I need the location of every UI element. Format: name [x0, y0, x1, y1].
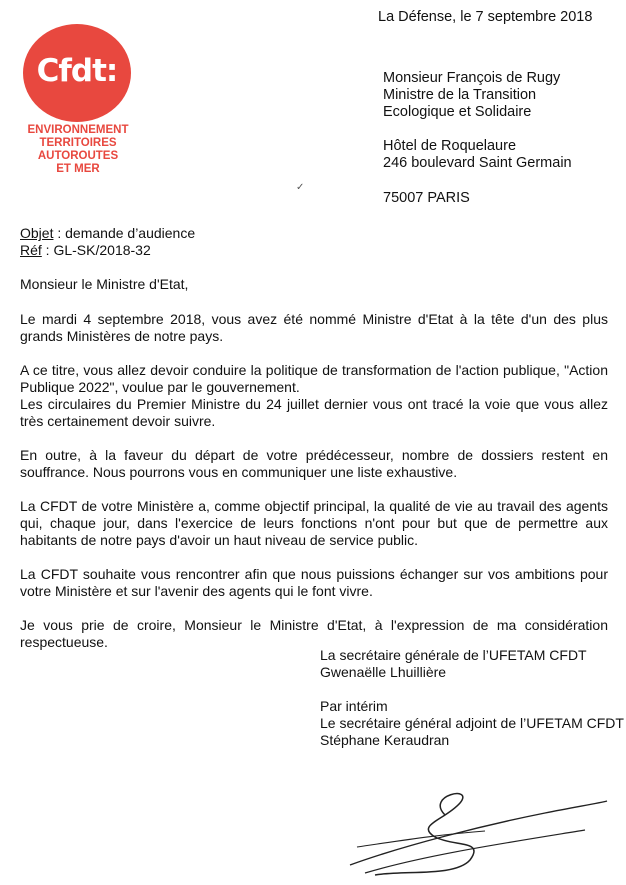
- paragraph: Les circulaires du Premier Ministre du 24 juillet dernier vous ont tracé la voie que vous allez très certainement devoir suivre.: [20, 396, 608, 429]
- closing-paragraph: Je vous prie de croire, Monsieur le Ministre d'Etat, à l'expression de ma considération respectueuse.: [20, 617, 608, 650]
- signatory-title: Le secrétaire général adjoint de l’UFETAM CFDT: [320, 715, 624, 731]
- reference-label: Réf: [20, 242, 42, 258]
- recipient-name: Monsieur François de Rugy: [383, 70, 561, 86]
- recipient-title: Ministre de la Transition: [383, 87, 537, 103]
- letter-body: [20, 276, 608, 668]
- signatory-name: Gwenaëlle Lhuillière: [320, 664, 447, 680]
- logo-tagline: [22, 124, 134, 176]
- interim-label: Par intérim: [320, 698, 388, 714]
- recipient-building: Hôtel de Roquelaure: [383, 138, 517, 154]
- signatory-title: La secrétaire générale de l’UFETAM CFDT: [320, 647, 587, 663]
- logo-circle: [23, 24, 131, 122]
- salutation: Monsieur le Ministre d'Etat,: [20, 276, 189, 292]
- signatory-name: Stéphane Keraudran: [320, 732, 450, 748]
- logo-wordmark: Cfdt:: [36, 53, 118, 89]
- paragraph: [20, 362, 608, 396]
- object-line: [20, 225, 195, 242]
- signature-block: [320, 647, 624, 749]
- paragraph-text: A ce titre, vous allez devoir conduire la politique de transformation de l'action publique, "Action Publique 2022", voulue par le gouvernement.: [20, 362, 608, 395]
- recipient-address: [383, 70, 572, 207]
- recipient-street: 246 boulevard Saint Germain: [383, 155, 572, 171]
- recipient-city: 75007 PARIS: [383, 190, 470, 206]
- object-text: : demande d’audience: [53, 225, 196, 241]
- paragraph: La CFDT de votre Ministère a, comme objectif principal, la qualité de vie au travail des agents qui, chaque jour, dans l'exercice de leurs fonctions n'ont pour but que de permettre aux habitants de notre pays d'avoir un haut niveau de service public.: [20, 498, 608, 548]
- tagline-line: ET MER: [56, 163, 100, 175]
- cfdt-logo: [22, 24, 134, 176]
- stray-mark: ✓: [296, 182, 305, 193]
- object-label: Objet: [20, 225, 54, 241]
- tagline-line: ENVIRONNEMENT: [27, 124, 129, 136]
- handwritten-signature: [345, 785, 610, 885]
- letter-date: La Défense, le 7 septembre 2018: [378, 9, 593, 25]
- paragraph: La CFDT souhaite vous rencontrer afin que nous puissions échanger sur vos ambitions pour votre Ministère et sur l'avenir des agents qui le font vivre.: [20, 566, 608, 599]
- reference-text: : GL-SK/2018-32: [41, 242, 151, 258]
- tagline-line: AUTOROUTES: [37, 150, 119, 162]
- tagline-line: TERRITOIRES: [39, 137, 117, 149]
- letter-references: [20, 225, 195, 259]
- paragraph: Le mardi 4 septembre 2018, vous avez été nommé Ministre d'Etat à la tête d'un des plus grands Ministères de notre pays.: [20, 311, 608, 344]
- reference-line: [20, 242, 195, 259]
- paragraph: En outre, à la faveur du départ de votre prédécesseur, nombre de dossiers restent en souffrance. Nous pourrons vous en communiquer une liste exhaustive.: [20, 447, 608, 480]
- recipient-title: Ecologique et Solidaire: [383, 104, 532, 120]
